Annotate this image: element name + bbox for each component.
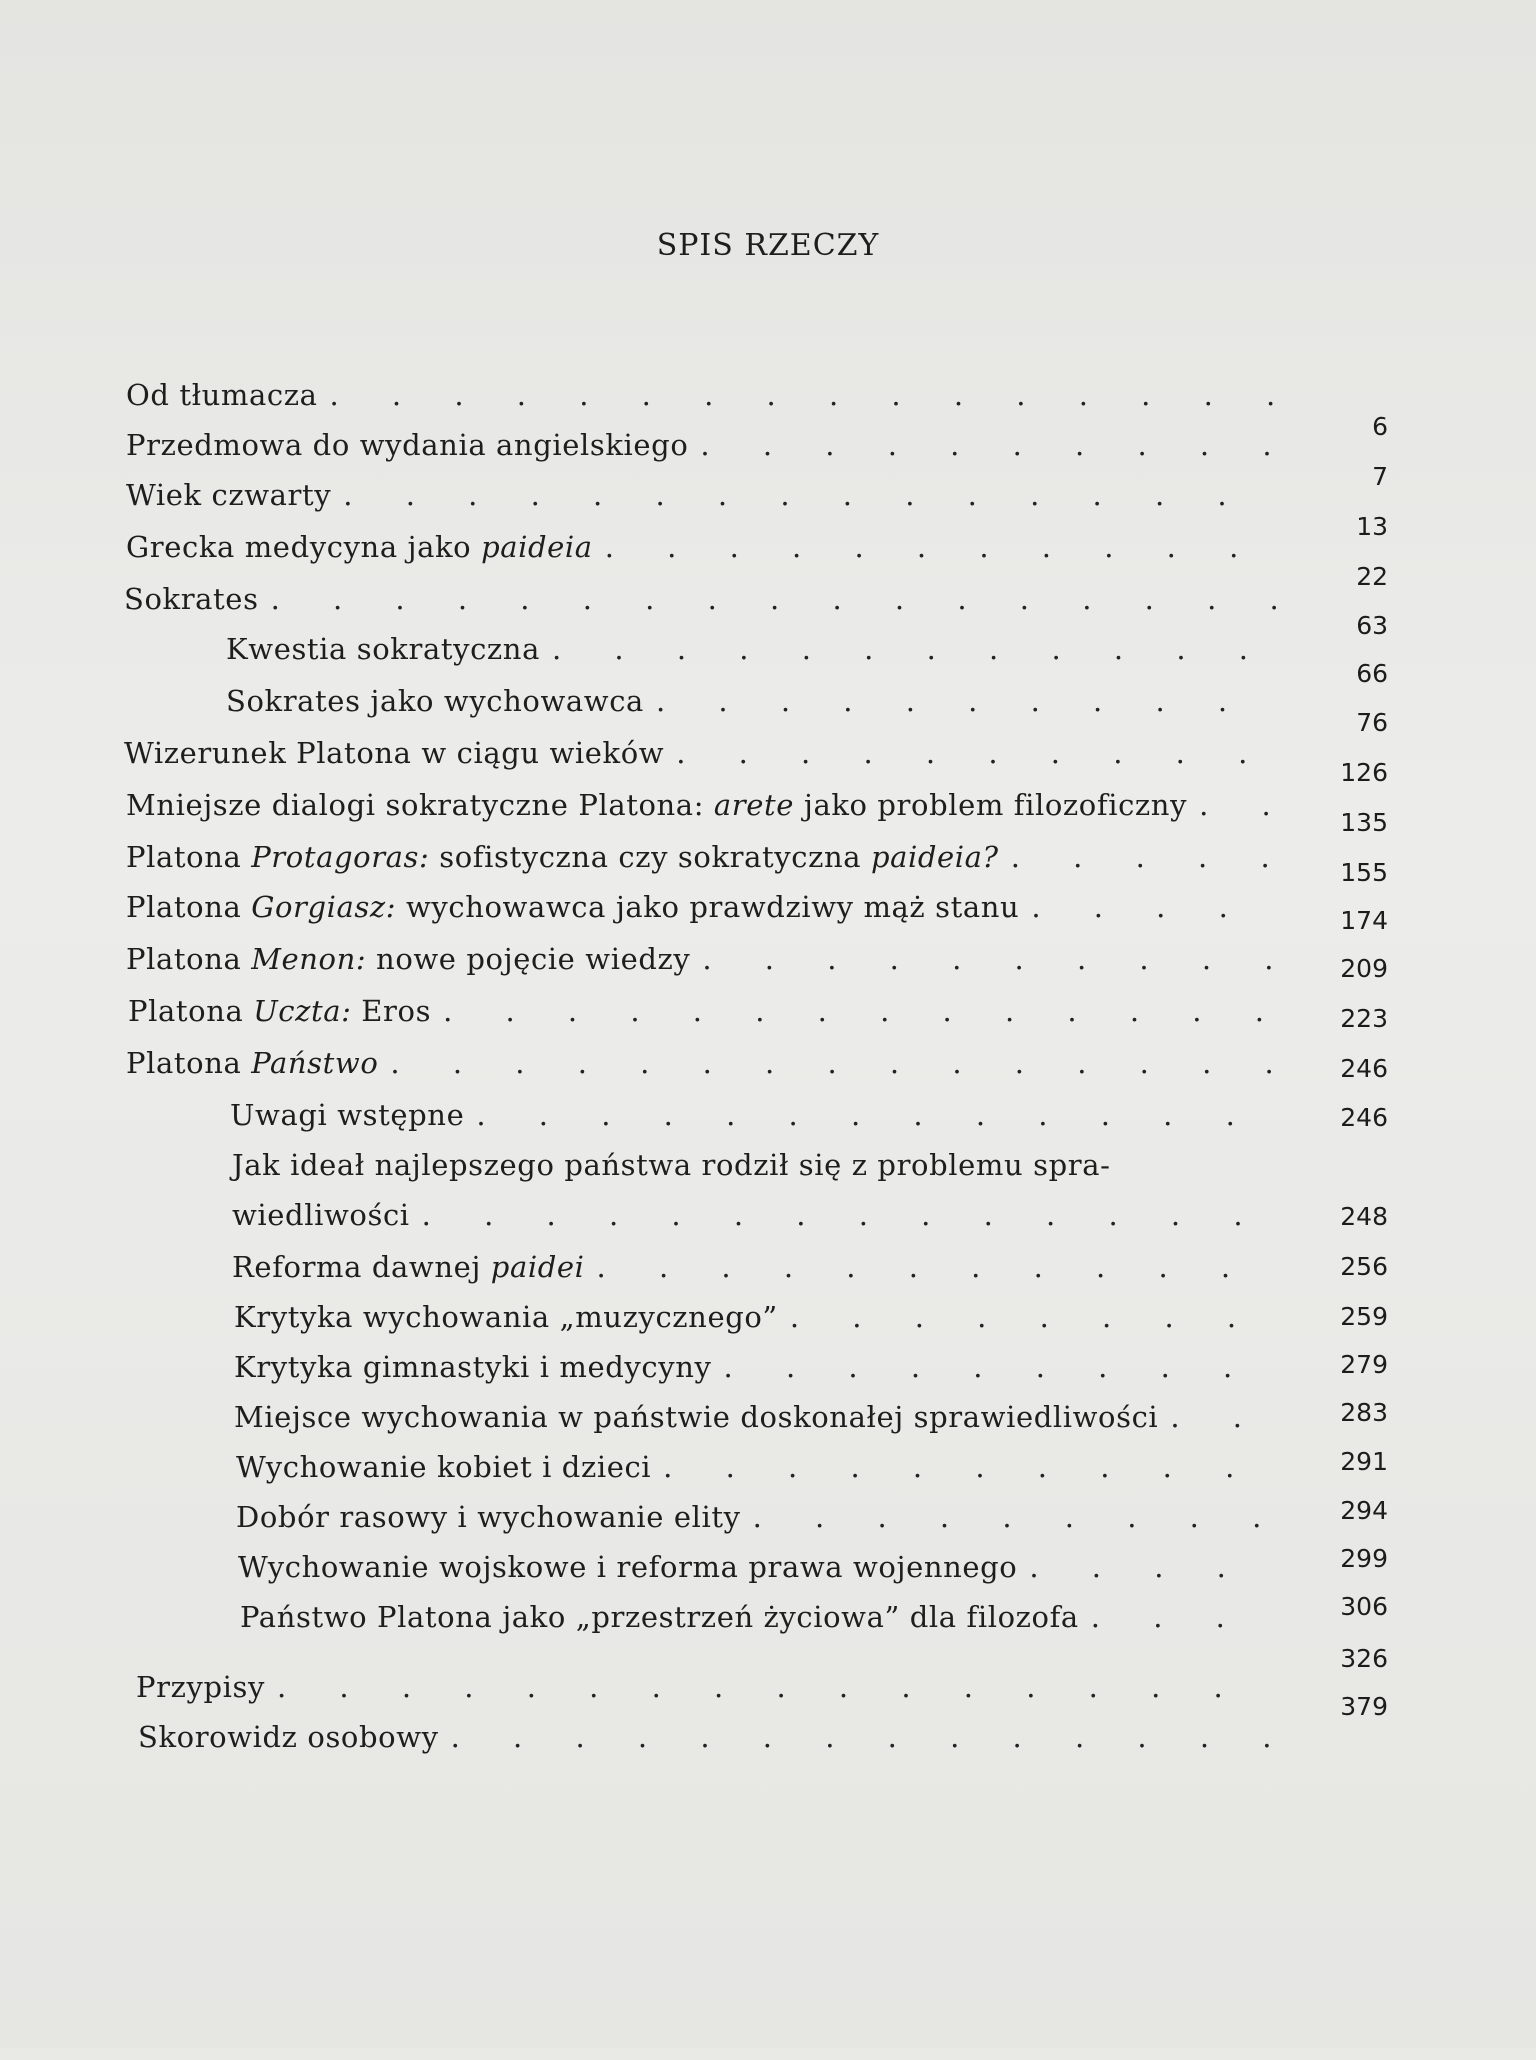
toc-entry	[226, 632, 1286, 672]
toc-entry	[126, 378, 1286, 418]
toc-entry	[126, 788, 1294, 828]
toc-entry	[126, 890, 1286, 930]
toc-entry-title: Wychowanie kobiet i dzieci	[236, 1450, 652, 1484]
toc-page-number: 76	[1356, 708, 1388, 737]
toc-entry-title: Wizerunek Platona w ciągu wieków	[124, 736, 665, 770]
toc-entry-title: Krytyka wychowania „muzycznego”	[234, 1300, 778, 1334]
toc-entry-title: Miejsce wychowania w państwie doskonałej sprawiedliwości	[234, 1400, 1159, 1434]
toc-page-number: 326	[1340, 1644, 1388, 1673]
dot-leader	[1029, 1550, 1278, 1584]
dot-leader	[390, 1046, 1278, 1080]
toc-page-number: 256	[1340, 1252, 1388, 1281]
toc-entry	[126, 478, 1286, 518]
toc-entry-title: Platona Protagoras: sofistyczna czy sokratyczna paideia?	[126, 840, 999, 874]
toc-page-number: 155	[1340, 858, 1388, 887]
toc-entry-title: Od tłumacza	[126, 378, 318, 412]
dot-leader	[700, 428, 1278, 462]
dot-leader	[1091, 1600, 1278, 1634]
toc-entry-title: Wychowanie wojskowe i reforma prawa wojennego	[238, 1550, 1018, 1584]
toc-entry-title: Uwagi wstępne	[230, 1098, 465, 1132]
toc-entry	[234, 1400, 1294, 1440]
toc-entry-title: wiedliwości	[232, 1198, 410, 1232]
toc-entry	[126, 428, 1286, 468]
toc-page-number: 299	[1340, 1544, 1388, 1573]
toc-page-number: 246	[1340, 1054, 1388, 1083]
toc-entry	[234, 1350, 1286, 1390]
toc-page-number: 174	[1340, 906, 1388, 935]
dot-leader	[605, 530, 1278, 564]
dot-leader	[790, 1300, 1278, 1334]
toc-page-number: 248	[1340, 1202, 1388, 1231]
toc-entry-title: Platona Menon: nowe pojęcie wiedzy	[126, 942, 691, 976]
toc-entry	[234, 1300, 1286, 1340]
toc-entry	[126, 840, 1286, 880]
dot-leader	[656, 684, 1278, 718]
toc-page-number: 209	[1340, 954, 1388, 983]
toc-entry	[124, 736, 1286, 776]
toc-entry-title: Skorowidz osobowy	[138, 1720, 439, 1754]
toc-page-number: 135	[1340, 808, 1388, 837]
dot-leader	[552, 632, 1278, 666]
toc-entry-title: Platona Uczta: Eros	[128, 994, 432, 1028]
toc-page-number: 283	[1340, 1398, 1388, 1427]
dot-leader	[1011, 840, 1278, 874]
toc-entry	[238, 1550, 1286, 1590]
toc-page-number: 7	[1372, 462, 1388, 491]
toc-entry-title: Mniejsze dialogi sokratyczne Platona: arete jako problem filozoficzny	[126, 788, 1188, 822]
toc-page-number: 13	[1356, 512, 1388, 541]
toc-page-number: 22	[1356, 562, 1388, 591]
toc-page-number: 246	[1340, 1103, 1388, 1132]
toc-entry-title: Krytyka gimnastyki i medycyny	[234, 1350, 712, 1384]
toc-page-number: 294	[1340, 1496, 1388, 1525]
toc-entry-title: Przedmowa do wydania angielskiego	[126, 428, 689, 462]
dot-leader	[1031, 890, 1278, 924]
toc-entry	[126, 530, 1286, 570]
toc-entry-title: Przypisy	[136, 1670, 265, 1704]
dot-leader	[271, 582, 1276, 616]
toc-entry	[240, 1600, 1286, 1640]
toc-entry	[124, 582, 1284, 622]
toc-entry-title: Platona Gorgiasz: wychowawca jako prawdziwy mąż stanu	[126, 890, 1020, 924]
dot-leader	[476, 1098, 1278, 1132]
toc-entry-title: Dobór rasowy i wychowanie elity	[236, 1500, 741, 1534]
toc-page-number: 279	[1340, 1350, 1388, 1379]
toc-entry-title: Sokrates jako wychowawca	[226, 684, 644, 718]
toc-entry	[126, 1046, 1286, 1086]
toc-page-number: 126	[1340, 758, 1388, 787]
toc-entry-title: Państwo Platona jako „przestrzeń życiowa” dla filozofa	[240, 1600, 1079, 1634]
toc-entry	[128, 994, 1286, 1034]
toc-page-number: 66	[1356, 659, 1388, 688]
toc-entry-title: Jak ideał najlepszego państwa rodził się z problemu spra-	[232, 1148, 1111, 1182]
dot-leader	[676, 736, 1278, 770]
toc-entry-title: Grecka medycyna jako paideia	[126, 530, 593, 564]
bleed-through-imprint	[390, 1680, 1170, 2060]
toc-page-number: 63	[1356, 611, 1388, 640]
dot-leader	[422, 1198, 1278, 1232]
dot-leader	[724, 1350, 1278, 1384]
dot-leader	[702, 942, 1278, 976]
page-title: SPIS RZECZY	[656, 228, 880, 263]
toc-page-number: 379	[1340, 1692, 1388, 1721]
toc-entry-title: Sokrates	[124, 582, 259, 616]
toc-entry	[232, 1250, 1286, 1290]
dot-leader	[663, 1450, 1278, 1484]
toc-entry-title: Reforma dawnej paidei	[232, 1250, 585, 1284]
toc-page-number: 223	[1340, 1004, 1388, 1033]
toc-entry	[232, 1198, 1286, 1238]
dot-leader	[597, 1250, 1278, 1284]
dot-leader	[443, 994, 1278, 1028]
toc-page-number: 6	[1372, 412, 1388, 441]
toc-entry	[232, 1148, 1292, 1188]
dot-leader	[343, 478, 1278, 512]
toc-entry-title: Wiek czwarty	[126, 478, 332, 512]
toc-entry	[126, 942, 1286, 982]
toc-entry	[236, 1500, 1286, 1540]
dot-leader	[753, 1500, 1278, 1534]
dot-leader	[330, 378, 1279, 412]
toc-entry	[236, 1450, 1286, 1490]
toc-page-number: 306	[1340, 1592, 1388, 1621]
toc-entry-title: Kwestia sokratyczna	[226, 632, 540, 666]
toc-page-number: 259	[1340, 1302, 1388, 1331]
toc-entry-title: Platona Państwo	[126, 1046, 379, 1080]
toc-entry	[230, 1098, 1286, 1138]
toc-entry	[226, 684, 1286, 724]
toc-page-number: 291	[1340, 1447, 1388, 1476]
